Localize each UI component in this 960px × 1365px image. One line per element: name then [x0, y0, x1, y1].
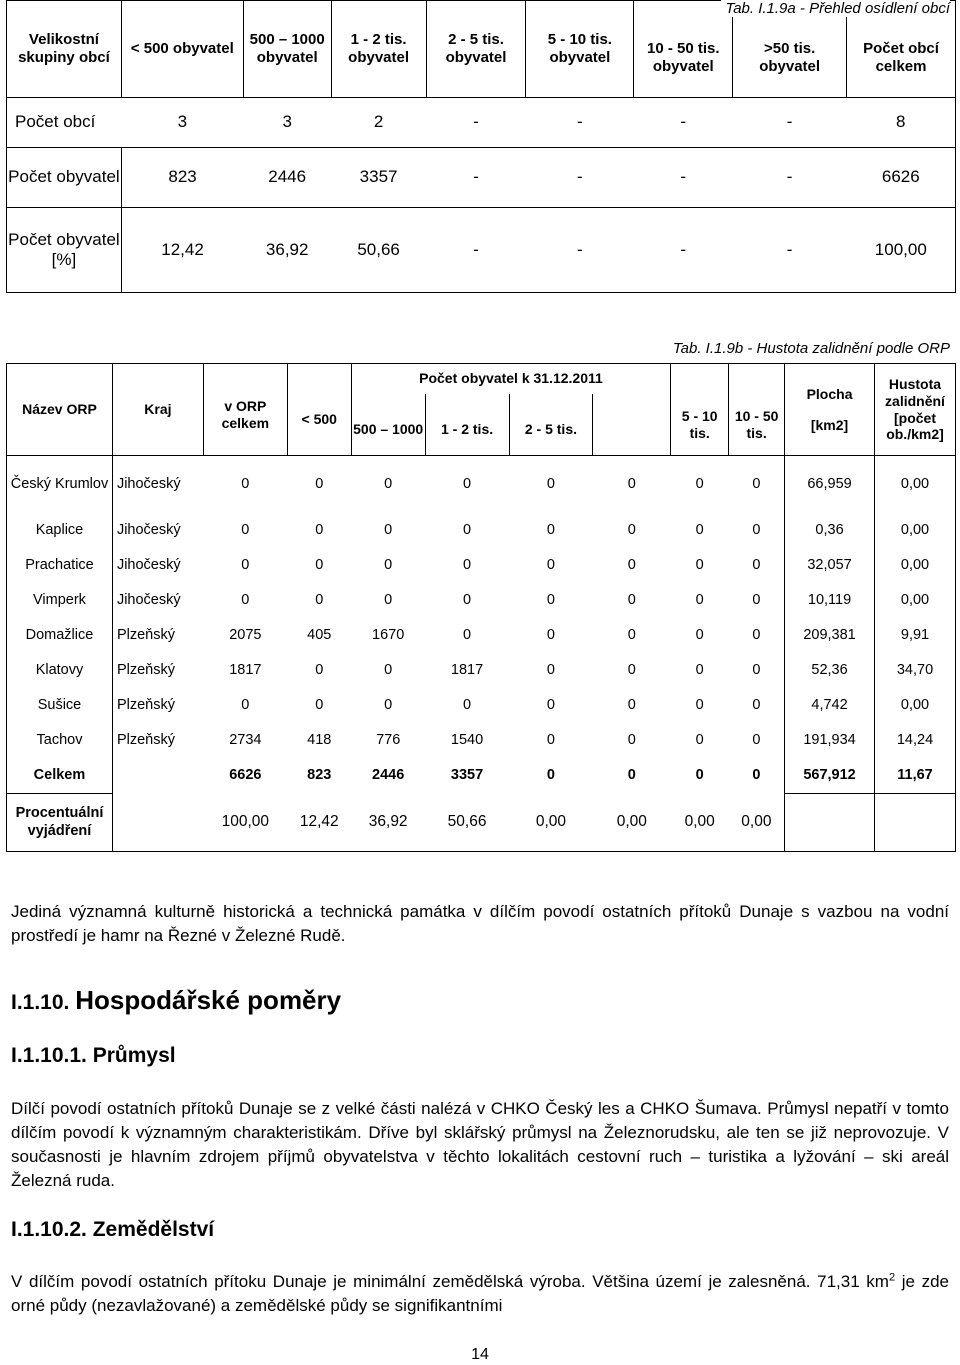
- cell: 0: [627, 557, 636, 574]
- header-cell: Název ORP: [7, 364, 113, 456]
- percent-row: [7, 794, 956, 852]
- table-row: [7, 456, 956, 514]
- cell: [112, 794, 203, 852]
- density-cell: [874, 794, 955, 852]
- paragraph-part: je zde orné půdy (nezavlažované) a zemědělské půdy se signifikantními: [11, 1272, 949, 1315]
- table-row: [7, 619, 956, 654]
- cell: 0,00: [593, 794, 671, 852]
- cell: 0: [695, 697, 704, 714]
- cell: 0: [463, 522, 472, 539]
- density-cell: 0,00: [874, 549, 955, 584]
- cell: 8: [847, 98, 956, 148]
- cell: 0: [695, 592, 704, 609]
- cell: 0: [752, 662, 761, 679]
- percent-label: Procentuální vyjádření: [7, 794, 113, 852]
- cell: 0: [695, 557, 704, 574]
- orp-name: Kaplice: [7, 514, 113, 549]
- area-cell: 567,912: [785, 759, 875, 794]
- header-cell: < 500: [287, 364, 351, 456]
- cell: 0: [627, 592, 636, 609]
- table-b-caption: Tab. I.1.9b - Hustota zalidnění podle ORP: [672, 340, 950, 357]
- density-cell: 0,00: [874, 456, 955, 514]
- table-row: [7, 724, 956, 759]
- cell: 0: [627, 662, 636, 679]
- density-cell: 11,67: [874, 759, 955, 794]
- cell: -: [733, 148, 847, 208]
- cell: 0: [241, 522, 250, 539]
- header-cell: Počet obcí celkem: [847, 1, 956, 98]
- orp-name: Tachov: [7, 724, 113, 759]
- total-label: Celkem: [7, 759, 113, 794]
- header-cell: 10 - 50 tis. obyvatel: [634, 1, 733, 98]
- orp-name: Sušice: [7, 689, 113, 724]
- area-cell: 191,934: [785, 724, 875, 759]
- section-number: I.1.10.: [11, 991, 70, 1014]
- cell: -: [634, 208, 733, 293]
- cell: 0: [752, 732, 761, 749]
- header-cell: < 500 obyvatel: [121, 1, 243, 98]
- header-cell: 2 - 5 tis. obyvatel: [426, 1, 526, 98]
- cell: 0: [315, 522, 324, 539]
- cell: 12,42: [121, 208, 243, 293]
- cell: 0: [695, 732, 704, 749]
- subsection-heading: I.1.10.1. Průmysl: [11, 1044, 176, 1067]
- orp-name: Český Krumlov: [7, 456, 113, 514]
- region-name: Jihočeský: [116, 592, 181, 609]
- paragraph: Dílčí povodí ostatních přítoků Dunaje se z velké části nalézá v CHKO Český les a CHKO Šumava. Průmysl nepatří v tomto dílčím povodí k významným charakteristikám. Dříve byl sklářský průmysl na Železnorudsku, ale ten se již neprovozuje. V současnosti je hlavním zdrojem příjmů obyvatelstva v těchto lokalitách cestovní ruch – turistika a lyžování – ski areál Železná ruda.: [11, 1099, 949, 1190]
- cell: 0: [315, 557, 324, 574]
- cell: [112, 759, 203, 794]
- cell: 0: [546, 476, 555, 493]
- cell: 0: [627, 767, 636, 784]
- cell: 0: [241, 697, 250, 714]
- cell: 0: [384, 592, 393, 609]
- header-cell: Hustota zalidnění [počet ob./km2]: [874, 364, 955, 456]
- table-row: [7, 654, 956, 689]
- cell: 0: [241, 592, 250, 609]
- cell: 0,00: [729, 794, 785, 852]
- header-cell: 10 - 50 tis.: [729, 364, 785, 456]
- area-cell: 52,36: [785, 654, 875, 689]
- header-cell: Kraj: [112, 364, 203, 456]
- cell: 36,92: [243, 208, 331, 293]
- subsection-heading: I.1.10.2. Zemědělství: [11, 1218, 215, 1241]
- cell: 1817: [450, 662, 484, 679]
- cell: 0: [695, 767, 704, 784]
- region-name: Jihočeský: [116, 557, 181, 574]
- cell: 0: [463, 627, 472, 644]
- cell: 823: [307, 767, 332, 784]
- cell: 418: [307, 732, 332, 749]
- cell: 6626: [229, 767, 262, 784]
- orp-name: Vimperk: [7, 584, 113, 619]
- cell: 0: [315, 476, 324, 493]
- row-label: Počet obcí: [7, 98, 122, 148]
- table-header-row: [7, 364, 956, 394]
- paragraph-part: V dílčím povodí ostatních přítoku Dunaje je minimální zemědělská výroba. Většina území je zalesněná. 71,31 km: [11, 1272, 889, 1291]
- table-row: [7, 148, 956, 208]
- cell: 6626: [847, 148, 956, 208]
- cell: 405: [307, 627, 332, 644]
- table-a-caption: Tab. I.1.9a - Přehled osídlení obcí: [721, 0, 950, 17]
- paragraph: [11, 1270, 949, 1318]
- region-name: Plzeňský: [116, 627, 175, 644]
- density-cell: 14,24: [874, 724, 955, 759]
- orp-name: Klatovy: [7, 654, 113, 689]
- cell: 2446: [243, 148, 331, 208]
- density-cell: 0,00: [874, 514, 955, 549]
- header-cell: [785, 364, 875, 456]
- cell: 1817: [229, 662, 262, 679]
- cell: 0: [752, 557, 761, 574]
- cell: 0: [546, 557, 555, 574]
- cell: 0: [546, 592, 555, 609]
- density-cell: 0,00: [874, 689, 955, 724]
- cell: 0: [546, 627, 555, 644]
- cell: -: [733, 208, 847, 293]
- cell: -: [426, 98, 526, 148]
- cell: -: [526, 98, 634, 148]
- cell: 0: [384, 697, 393, 714]
- table-row: [7, 98, 956, 148]
- cell: 0: [546, 732, 555, 749]
- cell: 100,00: [847, 208, 956, 293]
- table-row: [7, 549, 956, 584]
- cell: -: [526, 148, 634, 208]
- header-cell: 2 - 5 tis.: [509, 394, 593, 456]
- cell: 0: [463, 592, 472, 609]
- area-cell: 209,381: [785, 619, 875, 654]
- table-row: [7, 584, 956, 619]
- header-cell: 5 - 10 tis.: [671, 364, 729, 456]
- region-name: Jihočeský: [116, 476, 181, 493]
- density-cell: 9,91: [874, 619, 955, 654]
- cell: 50,66: [425, 794, 509, 852]
- cell: 0: [546, 767, 555, 784]
- region-name: Plzeňský: [116, 697, 175, 714]
- orp-name: Prachatice: [7, 549, 113, 584]
- cell: 0: [315, 662, 324, 679]
- cell: 0: [627, 476, 636, 493]
- header-spacer: [593, 394, 671, 456]
- cell: -: [426, 208, 526, 293]
- cell: 36,92: [351, 794, 425, 852]
- area-cell: 10,119: [785, 584, 875, 619]
- cell: 2: [331, 98, 426, 148]
- cell: -: [526, 208, 634, 293]
- header-group-cell: Počet obyvatel k 31.12.2011: [351, 364, 671, 394]
- area-cell: 32,057: [785, 549, 875, 584]
- cell: 0: [752, 522, 761, 539]
- cell: 0,00: [671, 794, 729, 852]
- header-cell: 500 – 1000: [351, 394, 425, 456]
- area-cell: 66,959: [785, 456, 875, 514]
- header-cell: >50 tis. obyvatel: [733, 1, 847, 98]
- cell: 0: [384, 522, 393, 539]
- cell: 0: [627, 627, 636, 644]
- cell: 0: [384, 557, 393, 574]
- orp-name: Domažlice: [7, 619, 113, 654]
- cell: 1540: [450, 732, 484, 749]
- cell: 3357: [450, 767, 484, 784]
- cell: -: [634, 148, 733, 208]
- cell: 2446: [372, 767, 405, 784]
- section-title: Hospodářské poměry: [75, 985, 342, 1015]
- header-cell: v ORP celkem: [203, 364, 287, 456]
- region-name: Jihočeský: [116, 522, 181, 539]
- cell: 3: [243, 98, 331, 148]
- cell: 0: [463, 476, 472, 493]
- table-row: [7, 514, 956, 549]
- area-unit: [km2]: [810, 416, 849, 433]
- density-cell: 34,70: [874, 654, 955, 689]
- cell: 1670: [372, 627, 405, 644]
- cell: 12,42: [287, 794, 351, 852]
- cell: 0: [695, 627, 704, 644]
- cell: 2075: [229, 627, 262, 644]
- area-cell: [785, 794, 875, 852]
- cell: 0: [627, 732, 636, 749]
- cell: 0: [752, 627, 761, 644]
- superscript: 2: [888, 1271, 896, 1284]
- population-density-table: [6, 363, 956, 852]
- header-cell: 1 - 2 tis. obyvatel: [331, 1, 426, 98]
- cell: 3357: [331, 148, 426, 208]
- header-cell: Velikostní skupiny obcí: [7, 1, 122, 98]
- page-number: 14: [471, 1346, 489, 1363]
- cell: 0: [695, 662, 704, 679]
- header-cell: 5 - 10 tis. obyvatel: [526, 1, 634, 98]
- cell: 0: [546, 697, 555, 714]
- table-row: [7, 208, 956, 293]
- cell: 0: [315, 697, 324, 714]
- cell: 0: [546, 662, 555, 679]
- region-name: Plzeňský: [116, 662, 175, 679]
- cell: -: [733, 98, 847, 148]
- cell: -: [634, 98, 733, 148]
- paragraph: Jediná významná kulturně historická a technická památka v dílčím povodí ostatních přítoků Dunaje s vazbou na vodní prostředí je hamr na Řezné v Železné Rudě.: [11, 902, 949, 945]
- area-label: Plocha: [806, 385, 853, 402]
- cell: 0: [463, 557, 472, 574]
- total-row: [7, 759, 956, 794]
- area-cell: 0,36: [785, 514, 875, 549]
- region-name: Plzeňský: [116, 732, 175, 749]
- row-label: Počet obyvatel: [7, 148, 122, 208]
- section-heading: [11, 985, 341, 1016]
- cell: 0: [463, 697, 472, 714]
- cell: 776: [376, 732, 401, 749]
- cell: 0: [695, 476, 704, 493]
- settlement-overview-table: [6, 0, 956, 293]
- header-cell: 500 – 1000 obyvatel: [243, 1, 331, 98]
- row-label: Počet obyvatel [%]: [7, 208, 122, 293]
- cell: 0: [752, 592, 761, 609]
- cell: 3: [121, 98, 243, 148]
- area-cell: 4,742: [785, 689, 875, 724]
- cell: 0: [752, 476, 761, 493]
- cell: -: [426, 148, 526, 208]
- cell: 0: [752, 697, 761, 714]
- cell: 0: [315, 592, 324, 609]
- cell: 0: [752, 767, 761, 784]
- cell: 50,66: [331, 208, 426, 293]
- cell: 100,00: [203, 794, 287, 852]
- cell: 0: [627, 697, 636, 714]
- cell: 0: [384, 662, 393, 679]
- cell: 0: [695, 522, 704, 539]
- table-row: [7, 689, 956, 724]
- cell: 823: [121, 148, 243, 208]
- header-cell: 1 - 2 tis.: [425, 394, 509, 456]
- cell: 0: [546, 522, 555, 539]
- cell: 0: [241, 476, 250, 493]
- cell: 2734: [229, 732, 262, 749]
- density-cell: 0,00: [874, 584, 955, 619]
- cell: 0: [627, 522, 636, 539]
- cell: 0: [384, 476, 393, 493]
- cell: 0: [241, 557, 250, 574]
- cell: 0,00: [509, 794, 593, 852]
